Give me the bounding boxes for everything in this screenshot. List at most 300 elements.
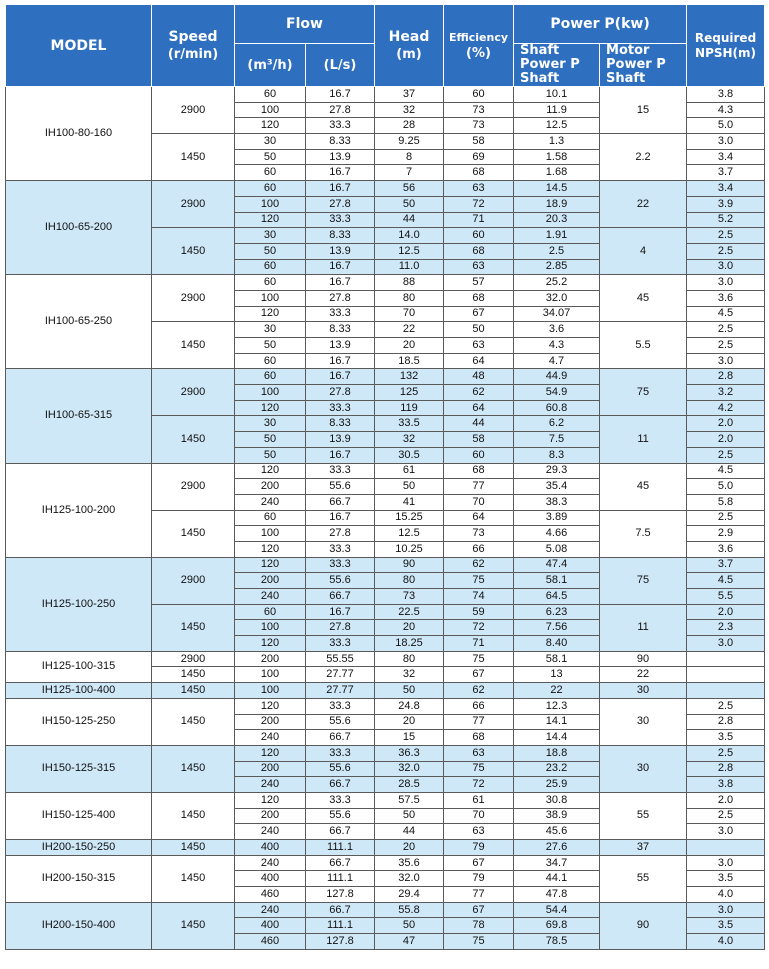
- shaft-power-cell: 29.3: [514, 463, 600, 479]
- flow-m3h-cell: 120: [235, 636, 306, 652]
- flow-m3h-cell: 120: [235, 400, 306, 416]
- efficiency-cell: 67: [444, 902, 514, 918]
- pump-spec-table-container: [5, 4, 764, 950]
- flow-m3h-cell: 200: [235, 808, 306, 824]
- header-power: Power P(kw): [514, 5, 687, 44]
- head-cell: 32: [375, 102, 444, 118]
- efficiency-cell: 79: [444, 840, 514, 856]
- shaft-power-cell: 64.5: [514, 589, 600, 605]
- flow-m3h-cell: 240: [235, 824, 306, 840]
- npsh-cell: 2.3: [687, 620, 765, 636]
- efficiency-cell: 62: [444, 683, 514, 699]
- efficiency-cell: 68: [444, 463, 514, 479]
- efficiency-cell: 66: [444, 698, 514, 714]
- npsh-cell: 2.9: [687, 526, 765, 542]
- head-cell: 20: [375, 338, 444, 354]
- efficiency-cell: 64: [444, 353, 514, 369]
- shaft-power-cell: 8.40: [514, 636, 600, 652]
- shaft-power-cell: 7.56: [514, 620, 600, 636]
- head-cell: 32.0: [375, 761, 444, 777]
- npsh-cell: 2.5: [687, 698, 765, 714]
- speed-cell: 2900: [152, 87, 235, 134]
- head-cell: 20: [375, 714, 444, 730]
- speed-cell: 1450: [152, 667, 235, 683]
- model-cell: IH150-125-315: [6, 745, 152, 792]
- flow-ls-cell: 66.7: [306, 855, 375, 871]
- motor-power-cell: 22: [600, 667, 687, 683]
- header-shaft-power: Shaft Power P Shaft: [514, 44, 600, 87]
- flow-ls-cell: 55.6: [306, 573, 375, 589]
- shaft-power-cell: 18.8: [514, 745, 600, 761]
- shaft-power-cell: 44.9: [514, 369, 600, 385]
- efficiency-cell: 78: [444, 918, 514, 934]
- flow-m3h-cell: 60: [235, 510, 306, 526]
- head-cell: 18.25: [375, 636, 444, 652]
- efficiency-cell: 58: [444, 432, 514, 448]
- flow-m3h-cell: 100: [235, 290, 306, 306]
- flow-m3h-cell: 120: [235, 698, 306, 714]
- npsh-cell: 3.5: [687, 871, 765, 887]
- motor-power-cell: 5.5: [600, 322, 687, 369]
- motor-power-cell: 30: [600, 683, 687, 699]
- shaft-power-cell: 35.4: [514, 479, 600, 495]
- npsh-cell: 2.5: [687, 338, 765, 354]
- flow-m3h-cell: 120: [235, 745, 306, 761]
- head-cell: 11.0: [375, 259, 444, 275]
- shaft-power-cell: 47.8: [514, 887, 600, 903]
- npsh-cell: 4.5: [687, 306, 765, 322]
- flow-m3h-cell: 60: [235, 165, 306, 181]
- npsh-cell: [687, 683, 765, 699]
- flow-m3h-cell: 50: [235, 338, 306, 354]
- shaft-power-cell: 11.9: [514, 102, 600, 118]
- flow-ls-cell: 8.33: [306, 416, 375, 432]
- efficiency-cell: 68: [444, 243, 514, 259]
- flow-ls-cell: 33.3: [306, 792, 375, 808]
- efficiency-cell: 71: [444, 212, 514, 228]
- motor-power-cell: 55: [600, 792, 687, 839]
- flow-ls-cell: 27.8: [306, 102, 375, 118]
- motor-power-cell: 30: [600, 745, 687, 792]
- motor-power-cell: 45: [600, 463, 687, 510]
- flow-ls-cell: 33.3: [306, 698, 375, 714]
- npsh-cell: [687, 667, 765, 683]
- head-cell: 20: [375, 840, 444, 856]
- flow-ls-cell: 33.3: [306, 557, 375, 573]
- table-row: [6, 463, 765, 479]
- flow-ls-cell: 33.3: [306, 463, 375, 479]
- efficiency-cell: 75: [444, 934, 514, 950]
- motor-power-cell: 37: [600, 840, 687, 856]
- efficiency-cell: 63: [444, 338, 514, 354]
- shaft-power-cell: 25.9: [514, 777, 600, 793]
- flow-ls-cell: 66.7: [306, 902, 375, 918]
- efficiency-cell: 73: [444, 526, 514, 542]
- efficiency-cell: 73: [444, 118, 514, 134]
- flow-m3h-cell: 60: [235, 181, 306, 197]
- model-cell: IH100-65-315: [6, 369, 152, 463]
- flow-ls-cell: 33.3: [306, 306, 375, 322]
- table-body: [6, 87, 765, 950]
- flow-m3h-cell: 200: [235, 761, 306, 777]
- head-cell: 90: [375, 557, 444, 573]
- flow-m3h-cell: 50: [235, 243, 306, 259]
- efficiency-cell: 73: [444, 102, 514, 118]
- shaft-power-cell: 44.1: [514, 871, 600, 887]
- shaft-power-cell: 6.23: [514, 604, 600, 620]
- efficiency-cell: 67: [444, 855, 514, 871]
- npsh-cell: 3.5: [687, 730, 765, 746]
- flow-ls-cell: 55.6: [306, 808, 375, 824]
- efficiency-cell: 75: [444, 761, 514, 777]
- flow-m3h-cell: 200: [235, 714, 306, 730]
- npsh-cell: 2.5: [687, 322, 765, 338]
- flow-m3h-cell: 30: [235, 134, 306, 150]
- head-cell: 36.3: [375, 745, 444, 761]
- npsh-cell: 4.5: [687, 463, 765, 479]
- flow-m3h-cell: 400: [235, 871, 306, 887]
- flow-ls-cell: 13.9: [306, 432, 375, 448]
- npsh-cell: 3.5: [687, 918, 765, 934]
- npsh-cell: 3.0: [687, 636, 765, 652]
- flow-m3h-cell: 120: [235, 541, 306, 557]
- motor-power-cell: 45: [600, 275, 687, 322]
- npsh-cell: 2.5: [687, 243, 765, 259]
- model-cell: IH125-100-200: [6, 463, 152, 557]
- efficiency-cell: 50: [444, 322, 514, 338]
- shaft-power-cell: 54.4: [514, 902, 600, 918]
- npsh-cell: 3.0: [687, 275, 765, 291]
- head-cell: 18.5: [375, 353, 444, 369]
- flow-ls-cell: 33.3: [306, 745, 375, 761]
- motor-power-cell: 22: [600, 181, 687, 228]
- efficiency-cell: 66: [444, 541, 514, 557]
- flow-ls-cell: 55.6: [306, 761, 375, 777]
- speed-cell: 1450: [152, 683, 235, 699]
- flow-m3h-cell: 120: [235, 557, 306, 573]
- flow-ls-cell: 16.7: [306, 510, 375, 526]
- npsh-cell: 2.8: [687, 714, 765, 730]
- shaft-power-cell: 34.7: [514, 855, 600, 871]
- shaft-power-cell: 8.3: [514, 447, 600, 463]
- model-cell: IH125-100-250: [6, 557, 152, 651]
- npsh-cell: 2.5: [687, 447, 765, 463]
- header-speed: [152, 5, 235, 87]
- flow-m3h-cell: 60: [235, 604, 306, 620]
- header-flow: Flow: [235, 5, 375, 44]
- npsh-cell: 3.8: [687, 87, 765, 103]
- efficiency-cell: 63: [444, 259, 514, 275]
- flow-m3h-cell: 100: [235, 196, 306, 212]
- flow-m3h-cell: 60: [235, 369, 306, 385]
- shaft-power-cell: 14.1: [514, 714, 600, 730]
- npsh-cell: 3.4: [687, 181, 765, 197]
- npsh-cell: 3.6: [687, 290, 765, 306]
- flow-ls-cell: 66.7: [306, 824, 375, 840]
- head-cell: 41: [375, 494, 444, 510]
- head-cell: 8: [375, 149, 444, 165]
- flow-m3h-cell: 120: [235, 463, 306, 479]
- shaft-power-cell: 7.5: [514, 432, 600, 448]
- shaft-power-cell: 12.3: [514, 698, 600, 714]
- head-cell: 55.8: [375, 902, 444, 918]
- shaft-power-cell: 1.68: [514, 165, 600, 181]
- shaft-power-cell: 18.9: [514, 196, 600, 212]
- motor-power-cell: 75: [600, 557, 687, 604]
- speed-cell: 1450: [152, 745, 235, 792]
- table-row: [6, 181, 765, 197]
- flow-m3h-cell: 240: [235, 730, 306, 746]
- table-row: [6, 369, 765, 385]
- flow-m3h-cell: 240: [235, 494, 306, 510]
- shaft-power-cell: 25.2: [514, 275, 600, 291]
- head-cell: 14.0: [375, 228, 444, 244]
- npsh-cell: 4.0: [687, 887, 765, 903]
- efficiency-cell: 72: [444, 620, 514, 636]
- flow-ls-cell: 27.77: [306, 667, 375, 683]
- speed-cell: 1450: [152, 228, 235, 275]
- model-cell: IH100-65-200: [6, 181, 152, 275]
- npsh-cell: 5.5: [687, 589, 765, 605]
- head-cell: 35.6: [375, 855, 444, 871]
- flow-ls-cell: 8.33: [306, 134, 375, 150]
- motor-power-cell: 2.2: [600, 134, 687, 181]
- shaft-power-cell: 27.6: [514, 840, 600, 856]
- shaft-power-cell: 34.07: [514, 306, 600, 322]
- speed-cell: 1450: [152, 902, 235, 949]
- head-cell: 44: [375, 824, 444, 840]
- efficiency-cell: 68: [444, 290, 514, 306]
- flow-ls-cell: 127.8: [306, 887, 375, 903]
- flow-m3h-cell: 100: [235, 620, 306, 636]
- flow-m3h-cell: 30: [235, 416, 306, 432]
- efficiency-cell: 70: [444, 808, 514, 824]
- header-speed-label: Speed: [168, 29, 218, 45]
- head-cell: 12.5: [375, 526, 444, 542]
- head-cell: 37: [375, 87, 444, 103]
- shaft-power-cell: 1.58: [514, 149, 600, 165]
- head-cell: 132: [375, 369, 444, 385]
- head-cell: 73: [375, 589, 444, 605]
- efficiency-cell: 60: [444, 87, 514, 103]
- head-cell: 44: [375, 212, 444, 228]
- npsh-cell: 3.4: [687, 149, 765, 165]
- head-cell: 119: [375, 400, 444, 416]
- motor-power-cell: 11: [600, 416, 687, 463]
- flow-m3h-cell: 200: [235, 479, 306, 495]
- flow-m3h-cell: 30: [235, 322, 306, 338]
- motor-power-cell: 90: [600, 651, 687, 667]
- flow-ls-cell: 16.7: [306, 447, 375, 463]
- flow-ls-cell: 127.8: [306, 934, 375, 950]
- model-cell: IH200-150-315: [6, 855, 152, 902]
- npsh-cell: 2.5: [687, 510, 765, 526]
- efficiency-cell: 67: [444, 306, 514, 322]
- flow-ls-cell: 27.77: [306, 683, 375, 699]
- efficiency-cell: 64: [444, 510, 514, 526]
- flow-m3h-cell: 60: [235, 259, 306, 275]
- flow-ls-cell: 13.9: [306, 338, 375, 354]
- efficiency-cell: 77: [444, 887, 514, 903]
- npsh-cell: 2.5: [687, 745, 765, 761]
- head-cell: 70: [375, 306, 444, 322]
- shaft-power-cell: 32.0: [514, 290, 600, 306]
- efficiency-cell: 63: [444, 745, 514, 761]
- efficiency-cell: 79: [444, 871, 514, 887]
- efficiency-cell: 60: [444, 228, 514, 244]
- npsh-cell: 2.5: [687, 228, 765, 244]
- shaft-power-cell: 47.4: [514, 557, 600, 573]
- shaft-power-cell: 78.5: [514, 934, 600, 950]
- speed-cell: 1450: [152, 855, 235, 902]
- efficiency-cell: 77: [444, 714, 514, 730]
- head-cell: 50: [375, 479, 444, 495]
- speed-cell: 2900: [152, 275, 235, 322]
- npsh-cell: 5.8: [687, 494, 765, 510]
- shaft-power-cell: 1.3: [514, 134, 600, 150]
- model-cell: IH100-65-250: [6, 275, 152, 369]
- head-cell: 61: [375, 463, 444, 479]
- head-cell: 29.4: [375, 887, 444, 903]
- header-efficiency-label: Efficiency: [448, 30, 509, 44]
- speed-cell: 1450: [152, 840, 235, 856]
- flow-m3h-cell: 460: [235, 934, 306, 950]
- speed-cell: 1450: [152, 416, 235, 463]
- header-npsh: Required NPSH(m): [687, 5, 765, 87]
- flow-m3h-cell: 100: [235, 667, 306, 683]
- speed-cell: 1450: [152, 134, 235, 181]
- table-header: [6, 5, 765, 87]
- flow-ls-cell: 16.7: [306, 369, 375, 385]
- flow-ls-cell: 55.6: [306, 479, 375, 495]
- motor-power-cell: 7.5: [600, 510, 687, 557]
- motor-power-cell: 30: [600, 698, 687, 745]
- shaft-power-cell: 58.1: [514, 573, 600, 589]
- head-cell: 50: [375, 683, 444, 699]
- npsh-cell: 2.0: [687, 416, 765, 432]
- shaft-power-cell: 3.89: [514, 510, 600, 526]
- table-row: [6, 840, 765, 856]
- efficiency-cell: 71: [444, 636, 514, 652]
- flow-m3h-cell: 50: [235, 149, 306, 165]
- shaft-power-cell: 3.6: [514, 322, 600, 338]
- head-cell: 32: [375, 667, 444, 683]
- npsh-cell: 3.9: [687, 196, 765, 212]
- head-cell: 30.5: [375, 447, 444, 463]
- flow-m3h-cell: 400: [235, 918, 306, 934]
- head-cell: 50: [375, 918, 444, 934]
- head-cell: 10.25: [375, 541, 444, 557]
- efficiency-cell: 75: [444, 573, 514, 589]
- model-cell: IH200-150-250: [6, 840, 152, 856]
- flow-m3h-cell: 60: [235, 275, 306, 291]
- efficiency-cell: 59: [444, 604, 514, 620]
- model-cell: IH100-80-160: [6, 87, 152, 181]
- shaft-power-cell: 38.9: [514, 808, 600, 824]
- head-cell: 57.5: [375, 792, 444, 808]
- npsh-cell: 4.2: [687, 400, 765, 416]
- head-cell: 20: [375, 620, 444, 636]
- efficiency-cell: 69: [444, 149, 514, 165]
- npsh-cell: 5.0: [687, 479, 765, 495]
- efficiency-cell: 63: [444, 824, 514, 840]
- motor-power-cell: 15: [600, 87, 687, 134]
- model-cell: IH150-125-250: [6, 698, 152, 745]
- npsh-cell: 2.5: [687, 808, 765, 824]
- npsh-cell: 2.0: [687, 604, 765, 620]
- flow-ls-cell: 27.8: [306, 385, 375, 401]
- head-cell: 22: [375, 322, 444, 338]
- flow-ls-cell: 16.7: [306, 259, 375, 275]
- motor-power-cell: 11: [600, 604, 687, 651]
- flow-ls-cell: 66.7: [306, 589, 375, 605]
- flow-ls-cell: 33.3: [306, 400, 375, 416]
- speed-cell: 2900: [152, 557, 235, 604]
- npsh-cell: 3.0: [687, 134, 765, 150]
- npsh-cell: 3.2: [687, 385, 765, 401]
- flow-m3h-cell: 120: [235, 212, 306, 228]
- flow-ls-cell: 8.33: [306, 322, 375, 338]
- shaft-power-cell: 4.66: [514, 526, 600, 542]
- head-cell: 15: [375, 730, 444, 746]
- npsh-cell: 3.0: [687, 855, 765, 871]
- model-cell: IH125-100-400: [6, 683, 152, 699]
- npsh-cell: 3.7: [687, 557, 765, 573]
- head-cell: 12.5: [375, 243, 444, 259]
- efficiency-cell: 60: [444, 447, 514, 463]
- table-row: [6, 698, 765, 714]
- header-flow-m3h: (m³/h): [235, 44, 306, 87]
- flow-ls-cell: 16.7: [306, 181, 375, 197]
- speed-cell: 1450: [152, 792, 235, 839]
- shaft-power-cell: 2.85: [514, 259, 600, 275]
- head-cell: 7: [375, 165, 444, 181]
- head-cell: 50: [375, 196, 444, 212]
- shaft-power-cell: 45.6: [514, 824, 600, 840]
- flow-ls-cell: 27.8: [306, 526, 375, 542]
- header-speed-unit: (r/min): [167, 47, 219, 62]
- efficiency-cell: 70: [444, 494, 514, 510]
- efficiency-cell: 57: [444, 275, 514, 291]
- head-cell: 28: [375, 118, 444, 134]
- shaft-power-cell: 58.1: [514, 651, 600, 667]
- flow-m3h-cell: 200: [235, 573, 306, 589]
- flow-ls-cell: 33.3: [306, 118, 375, 134]
- header-model: MODEL: [6, 5, 152, 87]
- npsh-cell: 3.8: [687, 777, 765, 793]
- npsh-cell: 4.5: [687, 573, 765, 589]
- flow-m3h-cell: 30: [235, 228, 306, 244]
- shaft-power-cell: 13: [514, 667, 600, 683]
- efficiency-cell: 44: [444, 416, 514, 432]
- header-flow-ls: (L/s): [306, 44, 375, 87]
- npsh-cell: 5.2: [687, 212, 765, 228]
- flow-ls-cell: 111.1: [306, 918, 375, 934]
- flow-m3h-cell: 100: [235, 102, 306, 118]
- efficiency-cell: 58: [444, 134, 514, 150]
- flow-m3h-cell: 100: [235, 683, 306, 699]
- head-cell: 28.5: [375, 777, 444, 793]
- npsh-cell: 3.0: [687, 902, 765, 918]
- shaft-power-cell: 1.91: [514, 228, 600, 244]
- flow-m3h-cell: 200: [235, 651, 306, 667]
- shaft-power-cell: 60.8: [514, 400, 600, 416]
- efficiency-cell: 64: [444, 400, 514, 416]
- npsh-cell: 2.0: [687, 432, 765, 448]
- npsh-cell: 4.0: [687, 934, 765, 950]
- shaft-power-cell: 2.5: [514, 243, 600, 259]
- header-efficiency-unit: (%): [466, 45, 491, 61]
